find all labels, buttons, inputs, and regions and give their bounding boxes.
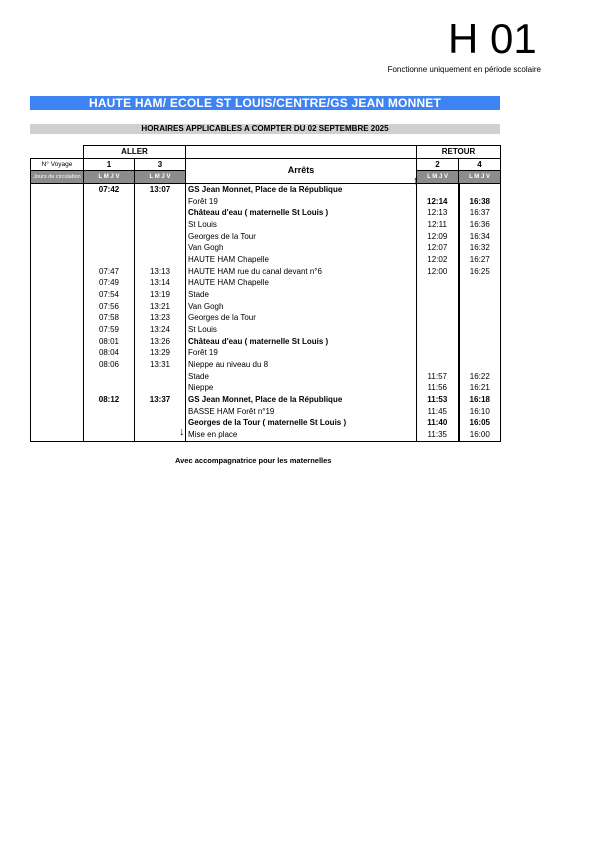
row-blank xyxy=(31,312,84,324)
days-aller-1: L M J V xyxy=(84,171,135,184)
aller-time-3 xyxy=(135,196,186,208)
retour-time-2 xyxy=(417,324,459,336)
table-row xyxy=(31,301,501,313)
aller-time-3: 13:23 xyxy=(135,312,186,324)
retour-time-4 xyxy=(459,312,501,324)
retour-time-4: 16:34 xyxy=(459,231,501,243)
table-row xyxy=(31,336,501,348)
aller-time-3 xyxy=(135,242,186,254)
stop-name: Forêt 19 xyxy=(186,196,417,208)
retour-time-4 xyxy=(459,301,501,313)
retour-time-4: 16:32 xyxy=(459,242,501,254)
aller-time-1: 07:49 xyxy=(84,277,135,289)
table-row xyxy=(31,254,501,266)
row-blank xyxy=(31,301,84,313)
retour-time-4: 16:22 xyxy=(459,371,501,383)
retour-time-2: 12:07 xyxy=(417,242,459,254)
retour-time-4: 16:38 xyxy=(459,196,501,208)
voyage-number-row xyxy=(31,158,501,171)
retour-trip-4: 4 xyxy=(459,158,501,171)
aller-time-1: 07:47 xyxy=(84,266,135,278)
stop-name: Nieppe au niveau du 8 xyxy=(186,359,417,371)
stop-name: Château d'eau ( maternelle St Louis ) xyxy=(186,207,417,219)
row-blank xyxy=(31,417,84,429)
row-blank xyxy=(31,371,84,383)
row-blank xyxy=(31,184,84,196)
retour-time-2: 12:00 xyxy=(417,266,459,278)
aller-time-1 xyxy=(84,417,135,429)
retour-time-2: 11:56 xyxy=(417,382,459,394)
stop-name: St Louis xyxy=(186,219,417,231)
aller-time-3: 13:21 xyxy=(135,301,186,313)
aller-time-1 xyxy=(84,207,135,219)
retour-time-2: 12:11 xyxy=(417,219,459,231)
retour-time-4: 16:00 xyxy=(459,429,501,441)
table-row xyxy=(31,242,501,254)
aller-time-1: 08:01 xyxy=(84,336,135,348)
retour-time-2: 12:13 xyxy=(417,207,459,219)
retour-time-4 xyxy=(459,336,501,348)
aller-time-3 xyxy=(135,231,186,243)
days-aller-3: L M J V xyxy=(135,171,186,184)
stop-name: Château d'eau ( maternelle St Louis ) xyxy=(186,336,417,348)
retour-time-2 xyxy=(417,347,459,359)
aller-direction-arrow-icon: ↓ xyxy=(179,426,185,438)
aller-time-3 xyxy=(135,207,186,219)
aller-time-3 xyxy=(135,219,186,231)
aller-time-1 xyxy=(84,406,135,418)
aller-time-1 xyxy=(84,254,135,266)
aller-time-1: 07:42 xyxy=(84,184,135,196)
retour-time-2: 11:53 xyxy=(417,394,459,406)
retour-time-4 xyxy=(459,184,501,196)
retour-time-4 xyxy=(459,347,501,359)
row-blank xyxy=(31,254,84,266)
arrets-header: Arrêts xyxy=(186,158,417,183)
aller-time-3: 13:13 xyxy=(135,266,186,278)
stop-name: Mise en place xyxy=(186,429,417,441)
header-blank xyxy=(31,146,84,159)
row-blank xyxy=(31,382,84,394)
row-blank xyxy=(31,266,84,278)
stop-name: BASSE HAM Forêt n°19 xyxy=(186,406,417,418)
table-row xyxy=(31,406,501,418)
retour-time-4 xyxy=(459,289,501,301)
row-blank xyxy=(31,242,84,254)
retour-time-2: 11:45 xyxy=(417,406,459,418)
retour-time-2: 12:02 xyxy=(417,254,459,266)
table-row xyxy=(31,207,501,219)
stop-name: HAUTE HAM Chapelle xyxy=(186,277,417,289)
aller-time-3: 13:29 xyxy=(135,347,186,359)
aller-time-3 xyxy=(135,417,186,429)
table-row xyxy=(31,347,501,359)
validity-banner: HORAIRES APPLICABLES A COMPTER DU 02 SEPTEMBRE 2025 xyxy=(30,124,500,134)
retour-time-4: 16:36 xyxy=(459,219,501,231)
table-row xyxy=(31,289,501,301)
table-row xyxy=(31,266,501,278)
retour-time-4: 16:37 xyxy=(459,207,501,219)
direction-header-row xyxy=(31,146,501,159)
retour-time-2: 12:14 xyxy=(417,196,459,208)
retour-time-2: 11:57 xyxy=(417,371,459,383)
retour-time-2 xyxy=(417,301,459,313)
row-blank xyxy=(31,196,84,208)
aller-time-1: 08:04 xyxy=(84,347,135,359)
table-row xyxy=(31,219,501,231)
table-row xyxy=(31,196,501,208)
aller-time-1: 07:58 xyxy=(84,312,135,324)
stop-name: GS Jean Monnet, Place de la République xyxy=(186,184,417,196)
retour-header: RETOUR xyxy=(417,146,501,159)
retour-time-4: 16:27 xyxy=(459,254,501,266)
table-row xyxy=(31,429,501,441)
retour-time-4: 16:05 xyxy=(459,417,501,429)
days-label: Jours de circulation xyxy=(31,171,84,184)
days-retour-4: L M J V xyxy=(459,171,501,184)
aller-time-1 xyxy=(84,371,135,383)
table-row xyxy=(31,382,501,394)
stop-name: Stade xyxy=(186,371,417,383)
aller-time-3: 13:19 xyxy=(135,289,186,301)
stop-name: St Louis xyxy=(186,324,417,336)
aller-time-3: 13:31 xyxy=(135,359,186,371)
days-retour-2: L M J V xyxy=(417,171,459,184)
stop-name: GS Jean Monnet, Place de la République xyxy=(186,394,417,406)
stop-name: Georges de la Tour xyxy=(186,312,417,324)
timetable-body xyxy=(31,184,501,442)
table-row xyxy=(31,312,501,324)
aller-trip-1: 1 xyxy=(84,158,135,171)
retour-time-4 xyxy=(459,324,501,336)
aller-time-1 xyxy=(84,219,135,231)
aller-time-1 xyxy=(84,242,135,254)
retour-time-2: 11:40 xyxy=(417,417,459,429)
aller-time-1: 07:54 xyxy=(84,289,135,301)
stop-name: HAUTE HAM rue du canal devant n°6 xyxy=(186,266,417,278)
line-code: H 01 xyxy=(448,15,537,62)
table-row xyxy=(31,394,501,406)
table-row xyxy=(31,359,501,371)
line-subtitle: Fonctionne uniquement en période scolaire xyxy=(387,65,541,74)
row-blank xyxy=(31,347,84,359)
arrets-header-top xyxy=(186,146,417,159)
retour-time-2: 11:35 xyxy=(417,429,459,441)
stop-name: Georges de la Tour ( maternelle St Louis ) xyxy=(186,417,417,429)
table-row xyxy=(31,184,501,196)
footer-note: Avec accompagnatrice pour les maternelles xyxy=(175,456,332,465)
aller-time-3 xyxy=(135,371,186,383)
stop-name: Van Gogh xyxy=(186,242,417,254)
row-blank xyxy=(31,394,84,406)
retour-time-4 xyxy=(459,277,501,289)
aller-time-3 xyxy=(135,254,186,266)
aller-time-1: 07:56 xyxy=(84,301,135,313)
retour-time-4 xyxy=(459,359,501,371)
aller-time-3 xyxy=(135,406,186,418)
retour-time-4: 16:18 xyxy=(459,394,501,406)
aller-time-3 xyxy=(135,426,186,441)
aller-time-1 xyxy=(84,231,135,243)
aller-time-1 xyxy=(84,429,135,441)
aller-time-3: 13:26 xyxy=(135,336,186,348)
aller-trip-3: 3 xyxy=(135,158,186,171)
stop-name: HAUTE HAM Chapelle xyxy=(186,254,417,266)
retour-time-2 xyxy=(417,312,459,324)
route-title-banner: HAUTE HAM/ ECOLE ST LOUIS/CENTRE/GS JEAN MONNET xyxy=(30,96,500,110)
stop-name: Nieppe xyxy=(186,382,417,394)
aller-time-1 xyxy=(84,382,135,394)
aller-header: ALLER xyxy=(84,146,186,159)
aller-time-3: 13:24 xyxy=(135,324,186,336)
aller-time-1: 08:12 xyxy=(84,394,135,406)
aller-time-3 xyxy=(135,382,186,394)
aller-time-3: 13:07 xyxy=(135,184,186,196)
retour-direction-arrow-icon: ↑ xyxy=(413,175,419,187)
retour-time-4: 16:21 xyxy=(459,382,501,394)
retour-trip-2: 2 xyxy=(417,158,459,171)
table-row xyxy=(31,371,501,383)
row-blank xyxy=(31,406,84,418)
aller-time-1 xyxy=(84,196,135,208)
retour-time-2 xyxy=(417,359,459,371)
stop-name: Stade xyxy=(186,289,417,301)
voyage-label: N° Voyage xyxy=(31,158,84,171)
retour-time-2 xyxy=(417,336,459,348)
row-blank xyxy=(31,219,84,231)
stop-name: Van Gogh xyxy=(186,301,417,313)
retour-time-2 xyxy=(417,184,459,196)
timetable xyxy=(30,145,501,442)
row-blank xyxy=(31,429,84,441)
table-row xyxy=(31,324,501,336)
row-blank xyxy=(31,277,84,289)
row-blank xyxy=(31,359,84,371)
row-blank xyxy=(31,231,84,243)
retour-time-2: 12:09 xyxy=(417,231,459,243)
aller-time-1: 07:59 xyxy=(84,324,135,336)
row-blank xyxy=(31,324,84,336)
retour-time-4: 16:10 xyxy=(459,406,501,418)
stop-name: Georges de la Tour xyxy=(186,231,417,243)
table-row xyxy=(31,231,501,243)
row-blank xyxy=(31,207,84,219)
row-blank xyxy=(31,336,84,348)
stop-name: Forêt 19 xyxy=(186,347,417,359)
aller-time-3: 13:37 xyxy=(135,394,186,406)
aller-time-3: 13:14 xyxy=(135,277,186,289)
retour-time-4: 16:25 xyxy=(459,266,501,278)
aller-time-1: 08:06 xyxy=(84,359,135,371)
retour-time-2 xyxy=(417,289,459,301)
row-blank xyxy=(31,289,84,301)
table-row xyxy=(31,417,501,429)
table-row xyxy=(31,277,501,289)
retour-time-2 xyxy=(417,277,459,289)
